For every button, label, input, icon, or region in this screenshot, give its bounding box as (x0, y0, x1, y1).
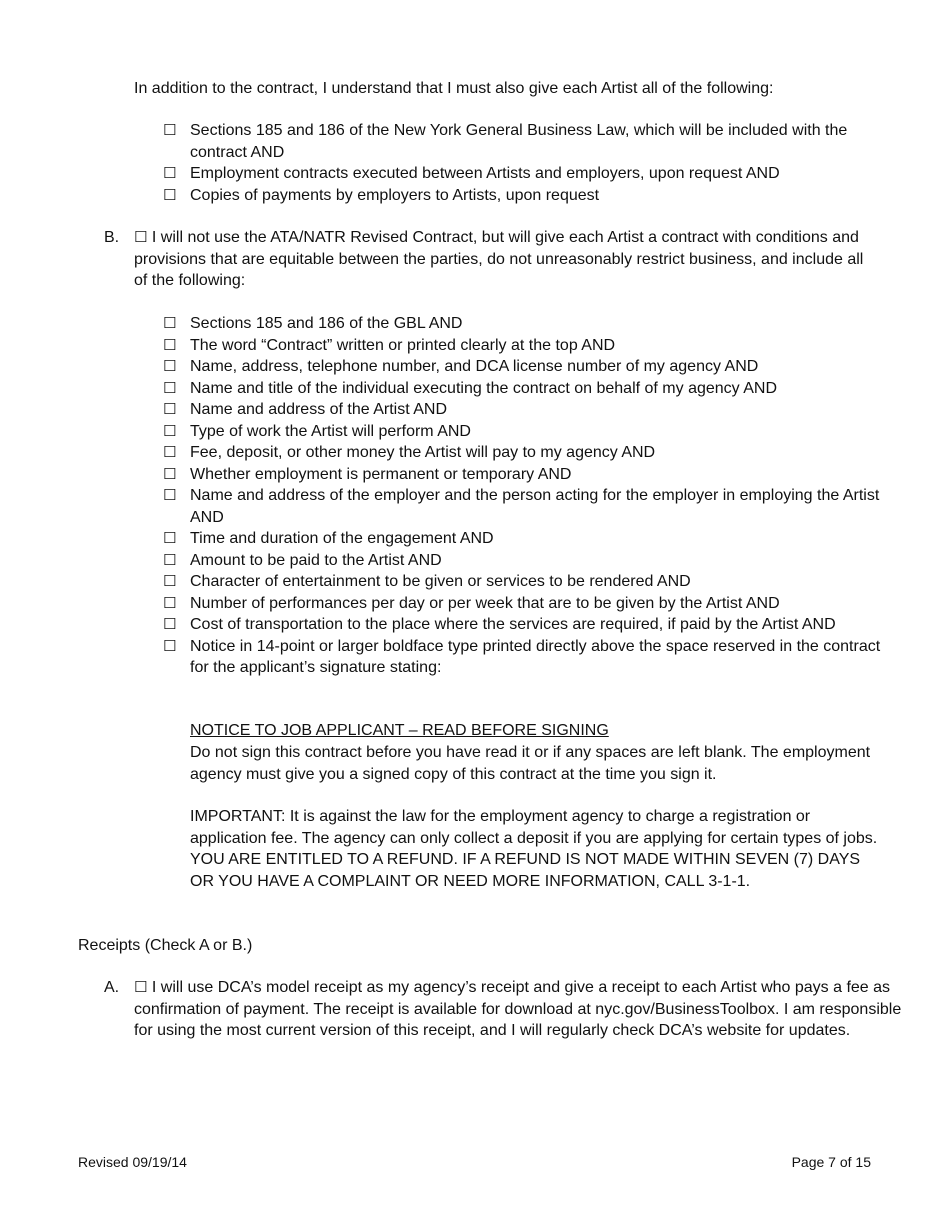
checkbox-icon[interactable]: ☐ (163, 121, 177, 139)
list-item-text: The word “Contract” written or printed clearly at the top AND (190, 336, 616, 354)
checkbox-icon[interactable]: ☐ (163, 378, 177, 397)
checkbox-icon[interactable]: ☐ (163, 550, 177, 569)
checkbox-icon[interactable]: ☐ (163, 615, 177, 633)
list-item-text: Number of performances per day or per week that are to be given by the Artist AND (190, 594, 780, 612)
list-item[interactable] (163, 313, 883, 335)
checkbox-icon[interactable]: ☐ (163, 335, 177, 354)
list-item-text: Cost of transportation to the place where the services are required, if paid by the Artist AND (190, 616, 836, 633)
section-b-text: I will not use the ATA/NATR Revised Contract, but will give each Artist a contract with conditions and provisions that are equitable between the parties, do not unreasonably restrict business, and include all of the following: (134, 229, 864, 289)
checkbox-icon[interactable]: ☐ (163, 529, 177, 547)
list-item[interactable] (163, 421, 883, 443)
receipts-heading: Receipts (Check A or B.) (78, 937, 253, 954)
list-item[interactable] (163, 442, 883, 464)
required-documents-list (163, 120, 883, 206)
checkbox-icon[interactable]: ☐ (163, 314, 177, 332)
list-item[interactable] (163, 120, 883, 163)
list-item[interactable] (163, 399, 883, 421)
contract-provisions-list (163, 313, 883, 679)
section-a-marker: A. (104, 979, 120, 996)
list-item-text: Name, address, telephone number, and DCA license number of my agency AND (190, 358, 759, 375)
list-item-text: Sections 185 and 186 of the GBL AND (190, 315, 463, 332)
list-item-text: Notice in 14-point or larger boldface type printed directly above the space reserved in the contract for the applicant’s signature stating: (190, 637, 881, 676)
checkbox-icon[interactable]: ☐ (163, 185, 177, 204)
list-item-text: Employment contracts executed between Artists and employers, upon request AND (190, 165, 780, 182)
list-item-text: Time and duration of the engagement AND (190, 530, 494, 547)
section-b-marker: B. (104, 229, 120, 246)
list-item[interactable] (163, 485, 883, 528)
checkbox-icon[interactable]: ☐ (134, 978, 148, 996)
checkbox-icon[interactable]: ☐ (163, 443, 177, 461)
checkbox-icon[interactable]: ☐ (163, 164, 177, 182)
list-item[interactable] (163, 378, 883, 400)
section-a-text: I will use DCA’s model receipt as my agency’s receipt and give a receipt to each Artist who pays a fee as confirmation of payment. The receipt is available for download at nyc.gov/BusinessToolbox. I am responsible for using the most current version of this receipt, and I will regularly check DCA’s website for updates. (134, 979, 902, 1039)
revision-date: Revised 09/19/14 (78, 1154, 187, 1170)
list-item-text: Name and title of the individual executing the contract on behalf of my agency AND (190, 379, 778, 397)
list-item-text: Character of entertainment to be given or services to be rendered AND (190, 573, 691, 590)
page-number: Page 7 of 15 (791, 1154, 871, 1170)
list-item[interactable] (163, 185, 883, 207)
list-item[interactable] (163, 356, 883, 378)
list-item[interactable] (163, 528, 883, 550)
list-item-text: Type of work the Artist will perform AND (190, 422, 471, 440)
list-item[interactable] (163, 550, 883, 572)
intro-paragraph: In addition to the contract, I understand that I must also give each Artist all of the following: (134, 80, 774, 97)
notice-important: IMPORTANT: It is against the law for the employment agency to charge a registration or application fee. The agency can only collect a deposit if you are applying for certain types of jobs. YOU ARE ENTITLED TO A REFUND. IF A REFUND IS NOT MADE WITHIN SEVEN (7) DAYS OR YOU HAVE A COMPLAINT OR NEED MORE INFORMATION, CALL 3-1-1. (190, 808, 878, 890)
list-item[interactable] (163, 636, 883, 679)
section-b-option[interactable] (104, 227, 864, 292)
checkbox-icon[interactable]: ☐ (163, 464, 177, 483)
section-a-option[interactable] (104, 977, 904, 1042)
list-item-text: Name and address of the Artist AND (190, 401, 448, 418)
checkbox-icon[interactable]: ☐ (163, 357, 177, 375)
checkbox-icon[interactable]: ☐ (163, 593, 177, 612)
checkbox-icon[interactable]: ☐ (134, 228, 148, 246)
list-item-text: Amount to be paid to the Artist AND (190, 551, 442, 569)
checkbox-icon[interactable]: ☐ (163, 572, 177, 590)
list-item[interactable] (163, 163, 883, 185)
checkbox-icon[interactable]: ☐ (163, 421, 177, 440)
list-item[interactable] (163, 464, 883, 486)
list-item[interactable] (163, 614, 883, 636)
list-item-text: Name and address of the employer and the person acting for the employer in employing the Artist AND (190, 487, 880, 526)
checkbox-icon[interactable]: ☐ (163, 486, 177, 504)
list-item[interactable] (163, 593, 883, 615)
checkbox-icon[interactable]: ☐ (163, 636, 177, 655)
notice-heading: NOTICE TO JOB APPLICANT – READ BEFORE SIGNING (190, 722, 609, 739)
notice-body: Do not sign this contract before you have read it or if any spaces are left blank. The employment agency must give you a signed copy of this contract at the time you sign it. (190, 744, 871, 783)
list-item-text: Whether employment is permanent or temporary AND (190, 465, 572, 483)
list-item[interactable] (163, 335, 883, 357)
list-item-text: Sections 185 and 186 of the New York General Business Law, which will be included with the contract AND (190, 122, 848, 161)
list-item-text: Copies of payments by employers to Artists, upon request (190, 186, 600, 204)
checkbox-icon[interactable]: ☐ (163, 400, 177, 418)
list-item[interactable] (163, 571, 883, 593)
list-item-text: Fee, deposit, or other money the Artist will pay to my agency AND (190, 444, 656, 461)
